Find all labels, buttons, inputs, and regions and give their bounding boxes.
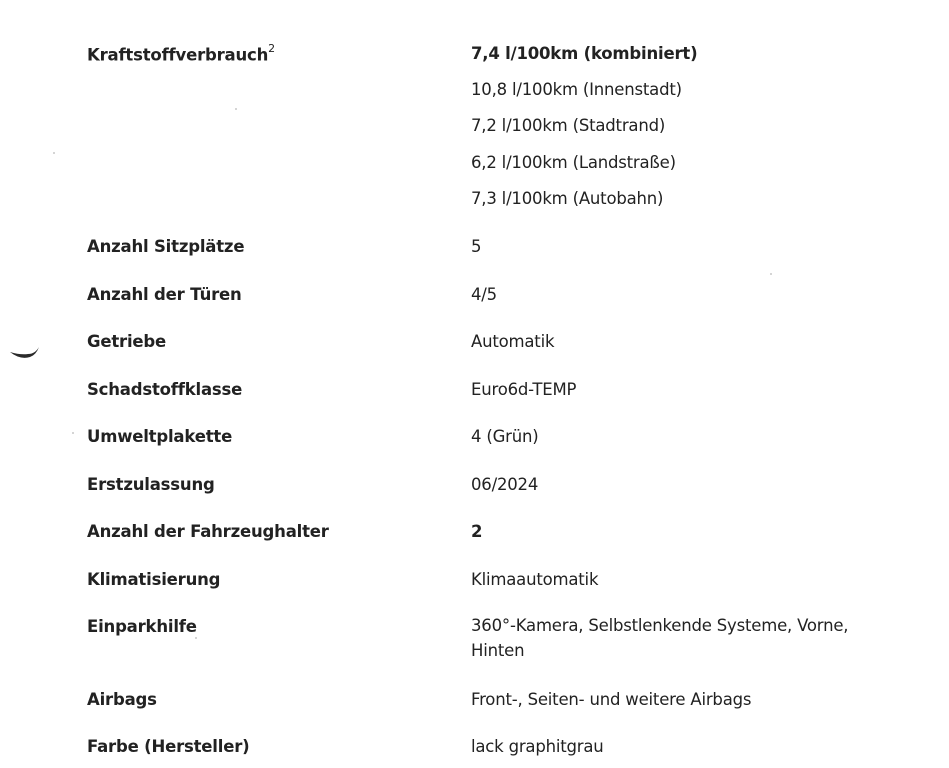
spec-row-fuel-consumption bbox=[0, 44, 949, 74]
spec-value: 2 bbox=[471, 522, 483, 541]
spec-value: 5 bbox=[471, 237, 482, 256]
spec-value: Front-, Seiten- und weitere Airbags bbox=[471, 690, 752, 709]
scan-speck bbox=[235, 108, 237, 110]
spec-row-first-registration bbox=[0, 475, 949, 505]
spec-label: Airbags bbox=[87, 690, 157, 709]
fuel-highway-value: 7,3 l/100km (Autobahn) bbox=[471, 189, 664, 208]
spec-label: Anzahl der Türen bbox=[87, 285, 242, 304]
fuel-rural-value: 6,2 l/100km (Landstraße) bbox=[471, 153, 676, 172]
spec-row-parking-aid bbox=[0, 617, 949, 677]
spec-label: Anzahl Sitzplätze bbox=[87, 237, 245, 256]
spec-label: Getriebe bbox=[87, 332, 167, 351]
fuel-city-value: 10,8 l/100km (Innenstadt) bbox=[471, 80, 682, 99]
fuel-label-text: Kraftstoffverbrauch bbox=[87, 45, 269, 65]
spec-label: Schadstoffklasse bbox=[87, 380, 243, 399]
spec-value: Automatik bbox=[471, 332, 555, 351]
fuel-suburban-value: 7,2 l/100km (Stadtrand) bbox=[471, 116, 666, 135]
spec-value: Euro6d-TEMP bbox=[471, 380, 577, 399]
spec-label: Einparkhilfe bbox=[87, 617, 197, 636]
fuel-rural-row bbox=[0, 153, 949, 183]
spec-value: Klimaautomatik bbox=[471, 570, 599, 589]
fuel-suburban-row bbox=[0, 116, 949, 146]
spec-label: Farbe (Hersteller) bbox=[87, 737, 250, 756]
scan-artifact-mark bbox=[8, 340, 42, 364]
scan-speck bbox=[770, 273, 772, 275]
scan-speck bbox=[72, 432, 74, 434]
spec-value: 4 (Grün) bbox=[471, 427, 539, 446]
spec-label-fuel-consumption bbox=[87, 44, 275, 65]
spec-row-emission-class bbox=[0, 380, 949, 410]
spec-row-transmission bbox=[0, 332, 949, 362]
spec-value: 06/2024 bbox=[471, 475, 539, 494]
fuel-city-row bbox=[0, 80, 949, 110]
spec-label: Erstzulassung bbox=[87, 475, 215, 494]
spec-row-doors bbox=[0, 285, 949, 315]
spec-row-environment-badge bbox=[0, 427, 949, 457]
spec-value: 4/5 bbox=[471, 285, 497, 304]
spec-row-climate bbox=[0, 570, 949, 600]
spec-label: Klimatisierung bbox=[87, 570, 221, 589]
spec-row-seats bbox=[0, 237, 949, 267]
fuel-combined-value: 7,4 l/100km (kombiniert) bbox=[471, 44, 698, 63]
spec-label: Umweltplakette bbox=[87, 427, 233, 446]
fuel-highway-row bbox=[0, 189, 949, 219]
spec-row-color bbox=[0, 737, 949, 767]
spec-value: lack graphitgrau bbox=[471, 737, 604, 756]
scan-speck bbox=[195, 637, 197, 639]
scan-speck bbox=[53, 152, 55, 154]
spec-row-owners bbox=[0, 522, 949, 552]
spec-value: 360°-Kamera, Selbstlenkende Systeme, Vorne, Hinten bbox=[471, 616, 849, 660]
spec-label: Anzahl der Fahrzeughalter bbox=[87, 522, 329, 541]
spec-row-airbags bbox=[0, 690, 949, 720]
footnote-marker: 2 bbox=[268, 42, 275, 55]
